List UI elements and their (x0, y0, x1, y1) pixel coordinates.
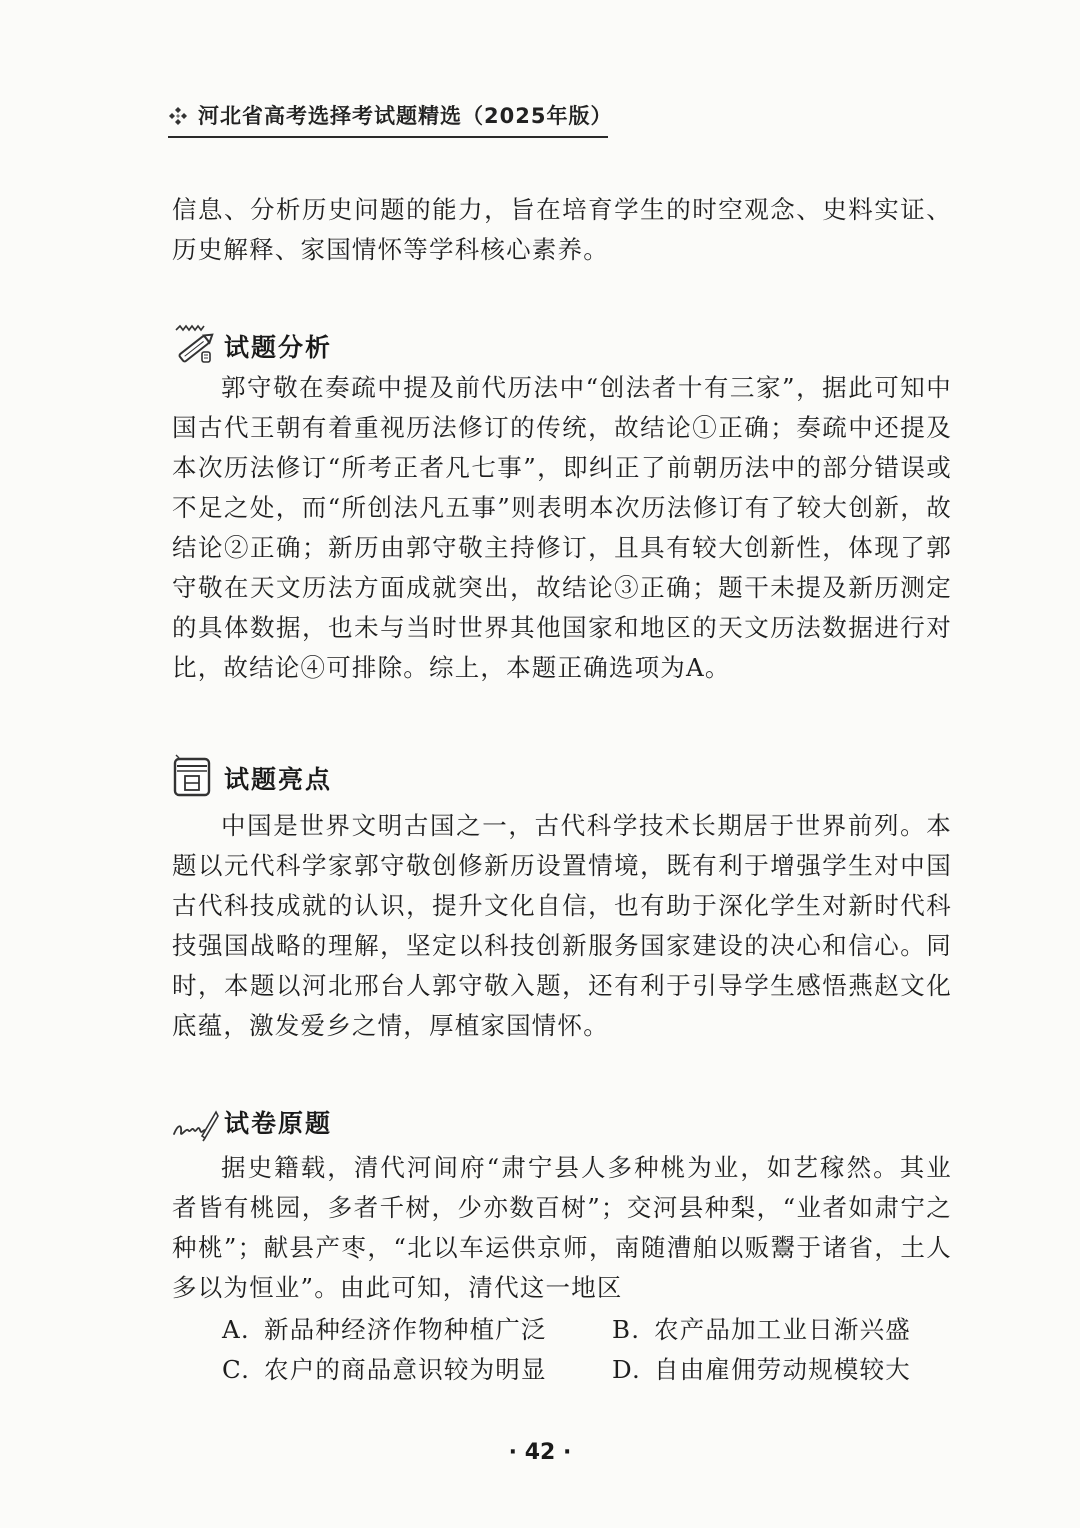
intro-paragraph: 信息、分析历史问题的能力，旨在培育学生的时空观念、史料实证、历史解释、家国情怀等学科核心素养。 (172, 195, 952, 264)
option-b-text: 农产品加工业日渐兴盛 (654, 1315, 911, 1344)
option-d (612, 1350, 911, 1390)
page-header (168, 98, 888, 138)
notebook-icon (172, 754, 220, 798)
option-c-text: 农户的商品意识较为明显 (264, 1355, 547, 1384)
highlights-heading: 试题亮点 (224, 765, 333, 794)
option-b-letter: B. (612, 1315, 641, 1344)
option-a-letter: A. (222, 1315, 250, 1344)
option-c (222, 1350, 547, 1390)
option-c-letter: C. (222, 1355, 251, 1384)
header-title: 河北省高考选择考试题精选（2025年版） (198, 104, 613, 128)
page-number: · 42 · (508, 1440, 572, 1465)
header-divider (168, 136, 608, 138)
quill-scribble-icon (172, 1098, 220, 1142)
option-d-letter: D. (612, 1355, 641, 1384)
original-question-stem: 据史籍载，清代河间府“肃宁县人多种桃为业，如艺稼然。其业者皆有桃园，多者千树，少亦数百树”；交河县种梨，“业者如肃宁之种桃”；献县产枣，“北以车运供京师，南随漕舶以贩鬻于诸省，土人多以为恒业”。由此可知，清代这一地区 (172, 1153, 952, 1302)
pencil-icon (172, 322, 220, 366)
option-a (222, 1310, 547, 1350)
highlights-section-heading (172, 754, 572, 798)
original-section-heading (172, 1098, 572, 1142)
option-d-text: 自由雇佣劳动规模较大 (654, 1355, 911, 1384)
option-b (612, 1310, 911, 1350)
diamond-cluster-icon (168, 106, 188, 126)
highlights-paragraph: 中国是世界文明古国之一，古代科学技术长期居于世界前列。本题以元代科学家郭守敬创修新历设置情境，既有利于增强学生对中国古代科技成就的认识，提升文化自信，也有助于深化学生对新时代科技强国战略的理解，坚定以科技创新服务国家建设的决心和信心。同时，本题以河北邢台人郭守敬入题，还有利于引导学生感悟燕赵文化底蕴，激发爱乡之情，厚植家国情怀。 (172, 811, 952, 1040)
original-heading: 试卷原题 (224, 1109, 333, 1138)
analysis-section-heading (172, 322, 572, 366)
analysis-heading: 试题分析 (224, 333, 333, 362)
analysis-paragraph: 郭守敬在奏疏中提及前代历法中“创法者十有三家”，据此可知中国古代王朝有着重视历法修订的传统，故结论①正确；奏疏中还提及本次历法修订“所考正者凡七事”，即纠正了前朝历法中的部分错误或不足之处，而“所创法凡五事”则表明本次历法修订有了较大创新，故结论②正确；新历由郭守敬主持修订，且具有较大创新性，体现了郭守敬在天文历法方面成就突出，故结论③正确；题干未提及新历测定的具体数据，也未与当时世界其他国家和地区的天文历法数据进行对比，故结论④可排除。综上，本题正确选项为A。 (172, 373, 952, 682)
option-a-text: 新品种经济作物种植广泛 (264, 1315, 547, 1344)
